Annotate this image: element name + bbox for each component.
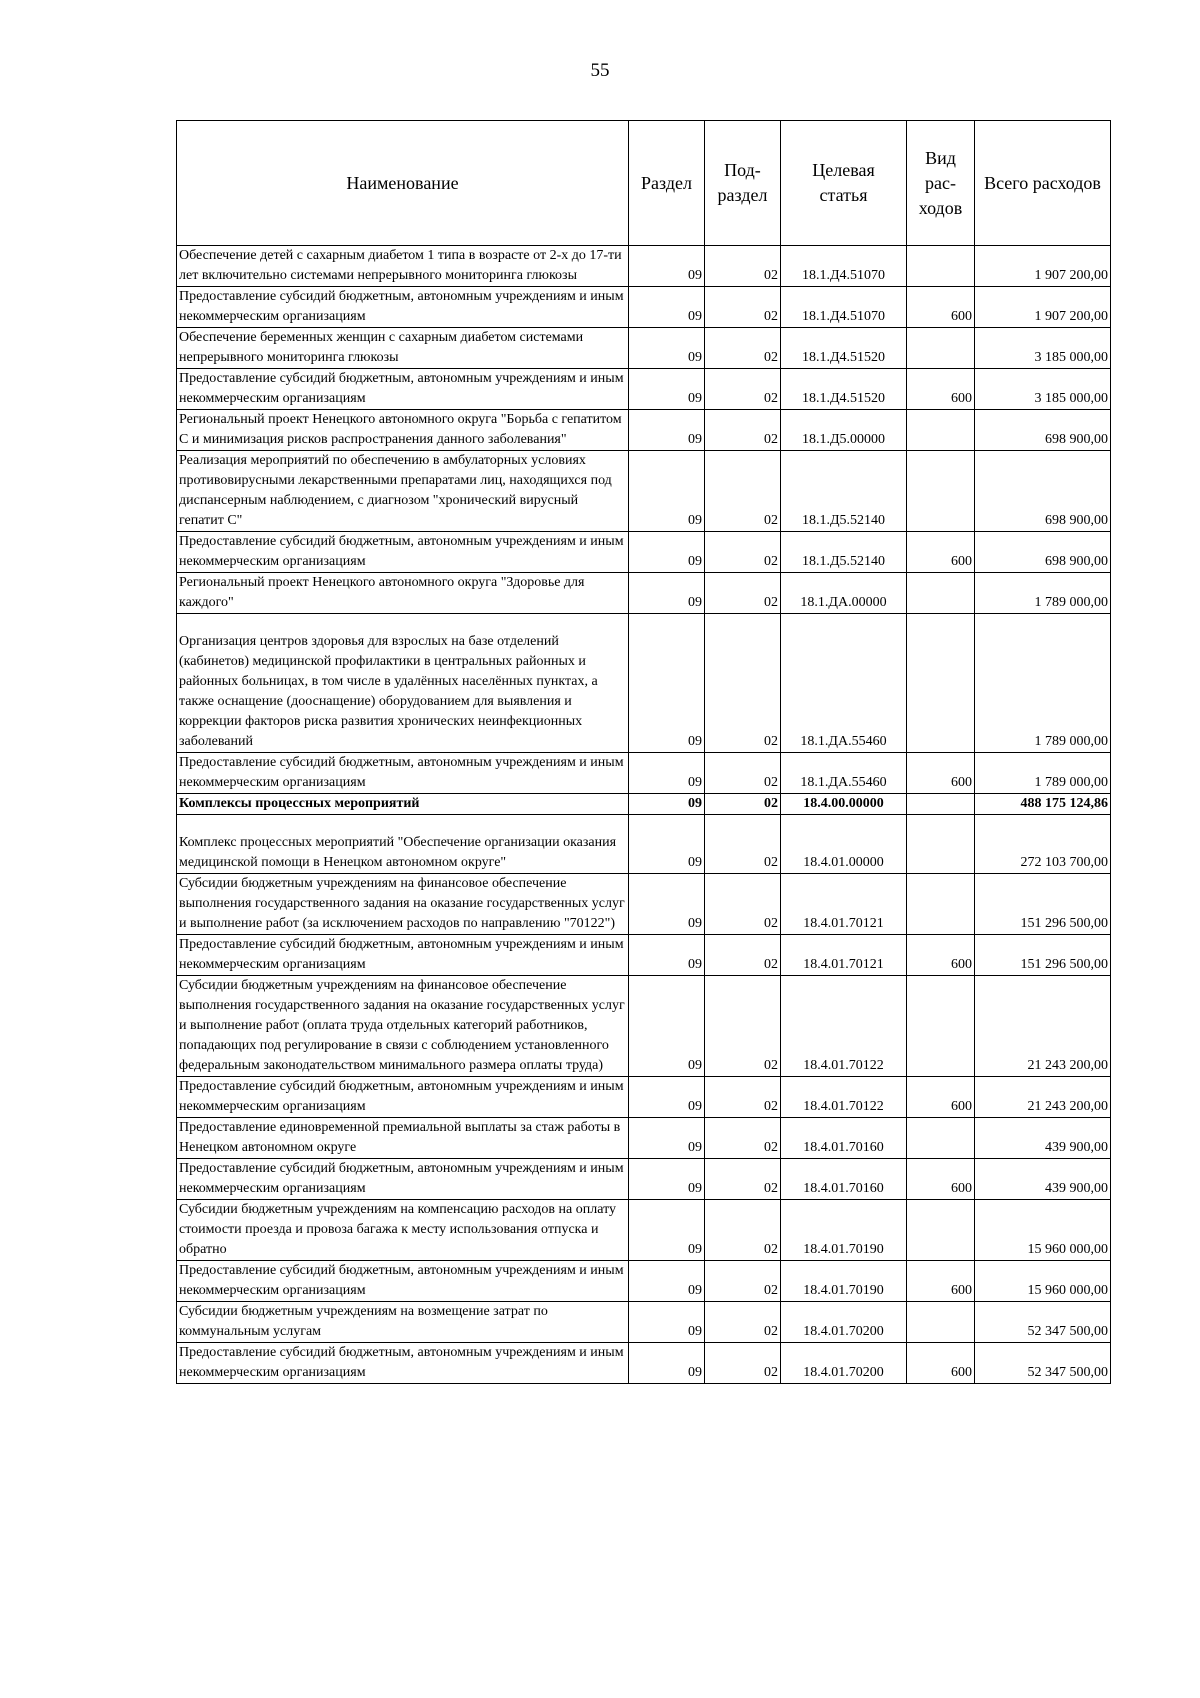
row-name: Субсидии бюджетным учреждениям на финансовое обеспечение выполнения государственного задания на оказание государственных услуг и выполнение работ (оплата труда отдельных категорий работников, попадающих под регулирование в связи с соблюдением установленного федеральным законодательством минимального размера оплаты труда) [177,976,629,1077]
row-target: 18.1.Д5.52140 [781,532,907,573]
row-section: 09 [629,1159,705,1200]
row-name: Предоставление субсидий бюджетным, автономным учреждениям и иным некоммерческим организациям [177,532,629,573]
row-name: Предоставление субсидий бюджетным, автономным учреждениям и иным некоммерческим организациям [177,1261,629,1302]
row-section: 09 [629,410,705,451]
row-subsection: 02 [705,1159,781,1200]
row-total: 151 296 500,00 [975,874,1111,935]
row-total: 15 960 000,00 [975,1200,1111,1261]
row-section: 09 [629,614,705,753]
row-section: 09 [629,874,705,935]
header-subsection: Под- раздел [705,121,781,246]
row-section: 09 [629,369,705,410]
row-target: 18.4.01.70121 [781,935,907,976]
row-total: 21 243 200,00 [975,976,1111,1077]
row-target: 18.4.00.00000 [781,794,907,815]
row-target: 18.4.01.70160 [781,1159,907,1200]
table-row [177,874,1111,935]
row-name: Субсидии бюджетным учреждениям на финансовое обеспечение выполнения государственного задания на оказание государственных услуг и выполнение работ (за исключением расходов по направлению "70122") [177,874,629,935]
row-total: 52 347 500,00 [975,1302,1111,1343]
row-section: 09 [629,246,705,287]
row-section: 09 [629,815,705,874]
row-subsection: 02 [705,815,781,874]
row-type: 600 [907,369,975,410]
table-row [177,815,1111,874]
row-section: 09 [629,1118,705,1159]
row-target: 18.4.01.70190 [781,1261,907,1302]
row-total: 439 900,00 [975,1118,1111,1159]
row-subsection: 02 [705,246,781,287]
row-section: 09 [629,532,705,573]
row-target: 18.1.Д4.51520 [781,328,907,369]
row-total: 698 900,00 [975,532,1111,573]
row-type [907,451,975,532]
row-section: 09 [629,935,705,976]
table-row [177,794,1111,815]
row-total: 1 789 000,00 [975,753,1111,794]
row-subsection: 02 [705,451,781,532]
row-subsection: 02 [705,328,781,369]
row-target: 18.4.01.00000 [781,815,907,874]
table-row [177,287,1111,328]
table-row [177,1200,1111,1261]
row-total: 15 960 000,00 [975,1261,1111,1302]
row-subsection: 02 [705,532,781,573]
row-section: 09 [629,794,705,815]
row-total: 1 907 200,00 [975,246,1111,287]
row-type [907,976,975,1077]
row-section: 09 [629,573,705,614]
header-total: Всего расходов [975,121,1111,246]
row-name: Реализация мероприятий по обеспечению в амбулаторных условиях противовирусными лекарственными препаратами лиц, находящихся под диспансерным наблюдением, с диагнозом "хронический вирусный гепатит С" [177,451,629,532]
row-subsection: 02 [705,1077,781,1118]
row-target: 18.4.01.70200 [781,1343,907,1384]
row-total: 3 185 000,00 [975,369,1111,410]
table-row [177,1159,1111,1200]
expenditure-table [176,120,1111,1384]
row-section: 09 [629,753,705,794]
table-row [177,532,1111,573]
row-total: 698 900,00 [975,451,1111,532]
row-target: 18.4.01.70122 [781,1077,907,1118]
row-target: 18.4.01.70121 [781,874,907,935]
row-type [907,1118,975,1159]
row-name: Субсидии бюджетным учреждениям на компенсацию расходов на оплату стоимости проезда и провоза багажа к месту использования отпуска и обратно [177,1200,629,1261]
row-name: Комплексы процессных мероприятий [177,794,629,815]
row-type [907,1200,975,1261]
row-target: 18.1.Д4.51070 [781,246,907,287]
table-row [177,369,1111,410]
row-subsection: 02 [705,573,781,614]
row-target: 18.1.ДА.55460 [781,614,907,753]
row-name: Предоставление субсидий бюджетным, автономным учреждениям и иным некоммерческим организациям [177,753,629,794]
row-type [907,794,975,815]
table-row [177,410,1111,451]
row-target: 18.4.01.70190 [781,1200,907,1261]
row-total: 21 243 200,00 [975,1077,1111,1118]
row-total: 52 347 500,00 [975,1343,1111,1384]
row-subsection: 02 [705,1343,781,1384]
row-subsection: 02 [705,369,781,410]
row-type: 600 [907,1343,975,1384]
row-total: 439 900,00 [975,1159,1111,1200]
row-subsection: 02 [705,753,781,794]
row-name: Предоставление субсидий бюджетным, автономным учреждениям и иным некоммерческим организациям [177,287,629,328]
row-name: Обеспечение детей с сахарным диабетом 1 типа в возрасте от 2-х до 17-ти лет включительно системами непрерывного мониторинга глюкозы [177,246,629,287]
row-subsection: 02 [705,410,781,451]
table-row [177,1302,1111,1343]
row-section: 09 [629,287,705,328]
table-header-row [177,121,1111,246]
row-target: 18.4.01.70122 [781,976,907,1077]
row-name: Предоставление субсидий бюджетным, автономным учреждениям и иным некоммерческим организациям [177,1159,629,1200]
row-type: 600 [907,287,975,328]
row-type: 600 [907,753,975,794]
page-number: 55 [590,60,610,81]
row-section: 09 [629,1261,705,1302]
row-name: Региональный проект Ненецкого автономного округа "Здоровье для каждого" [177,573,629,614]
row-type [907,874,975,935]
table-row [177,328,1111,369]
table-row [177,1118,1111,1159]
row-target: 18.1.Д4.51520 [781,369,907,410]
table-row [177,1261,1111,1302]
row-subsection: 02 [705,935,781,976]
row-type [907,328,975,369]
row-total: 151 296 500,00 [975,935,1111,976]
row-type [907,815,975,874]
row-total: 1 789 000,00 [975,573,1111,614]
row-section: 09 [629,1077,705,1118]
row-type: 600 [907,1077,975,1118]
row-total: 488 175 124,86 [975,794,1111,815]
row-total: 3 185 000,00 [975,328,1111,369]
row-subsection: 02 [705,1118,781,1159]
row-name: Комплекс процессных мероприятий "Обеспечение организации оказания медицинской помощи в Ненецком автономном округе" [177,815,629,874]
row-target: 18.1.Д5.00000 [781,410,907,451]
row-subsection: 02 [705,1261,781,1302]
row-section: 09 [629,1200,705,1261]
row-type [907,614,975,753]
row-name: Предоставление субсидий бюджетным, автономным учреждениям и иным некоммерческим организациям [177,935,629,976]
table-row [177,573,1111,614]
header-name: Наименование [177,121,629,246]
row-subsection: 02 [705,794,781,815]
row-target: 18.1.Д4.51070 [781,287,907,328]
row-target: 18.1.ДА.00000 [781,573,907,614]
row-total: 698 900,00 [975,410,1111,451]
row-name: Региональный проект Ненецкого автономного округа "Борьба с гепатитом С и минимизация рисков распространения данного заболевания" [177,410,629,451]
table-row [177,614,1111,753]
row-section: 09 [629,976,705,1077]
row-target: 18.4.01.70200 [781,1302,907,1343]
header-target: Целевая статья [781,121,907,246]
table-row [177,1343,1111,1384]
table-row [177,1077,1111,1118]
row-type: 600 [907,1159,975,1200]
table-row [177,451,1111,532]
row-type [907,573,975,614]
row-total: 1 789 000,00 [975,614,1111,753]
row-subsection: 02 [705,287,781,328]
row-target: 18.4.01.70160 [781,1118,907,1159]
row-target: 18.1.Д5.52140 [781,451,907,532]
row-subsection: 02 [705,976,781,1077]
row-type: 600 [907,1261,975,1302]
row-section: 09 [629,451,705,532]
row-total: 1 907 200,00 [975,287,1111,328]
row-section: 09 [629,1343,705,1384]
row-section: 09 [629,1302,705,1343]
row-subsection: 02 [705,1302,781,1343]
row-name: Предоставление субсидий бюджетным, автономным учреждениям и иным некоммерческим организациям [177,369,629,410]
row-name: Организация центров здоровья для взрослых на базе отделений (кабинетов) медицинской профилактики в центральных районных и районных больницах, в том числе в удалённых населённых пунктах, а также оснащение (дооснащение) оборудованием для выявления и коррекции факторов риска развития хронических неинфекционных заболеваний [177,614,629,753]
table-row [177,935,1111,976]
row-target: 18.1.ДА.55460 [781,753,907,794]
row-subsection: 02 [705,874,781,935]
row-subsection: 02 [705,614,781,753]
row-type: 600 [907,532,975,573]
row-type [907,246,975,287]
row-type [907,1302,975,1343]
row-name: Предоставление субсидий бюджетным, автономным учреждениям и иным некоммерческим организациям [177,1343,629,1384]
row-section: 09 [629,328,705,369]
row-name: Обеспечение беременных женщин с сахарным диабетом системами непрерывного мониторинга глюкозы [177,328,629,369]
header-type: Вид рас- ходов [907,121,975,246]
row-type [907,410,975,451]
row-total: 272 103 700,00 [975,815,1111,874]
table-row [177,976,1111,1077]
row-type: 600 [907,935,975,976]
table-row [177,753,1111,794]
row-name: Предоставление субсидий бюджетным, автономным учреждениям и иным некоммерческим организациям [177,1077,629,1118]
table-row [177,246,1111,287]
row-name: Субсидии бюджетным учреждениям на возмещение затрат по коммунальным услугам [177,1302,629,1343]
row-name: Предоставление единовременной премиальной выплаты за стаж работы в Ненецком автономном округе [177,1118,629,1159]
header-section: Раздел [629,121,705,246]
row-subsection: 02 [705,1200,781,1261]
